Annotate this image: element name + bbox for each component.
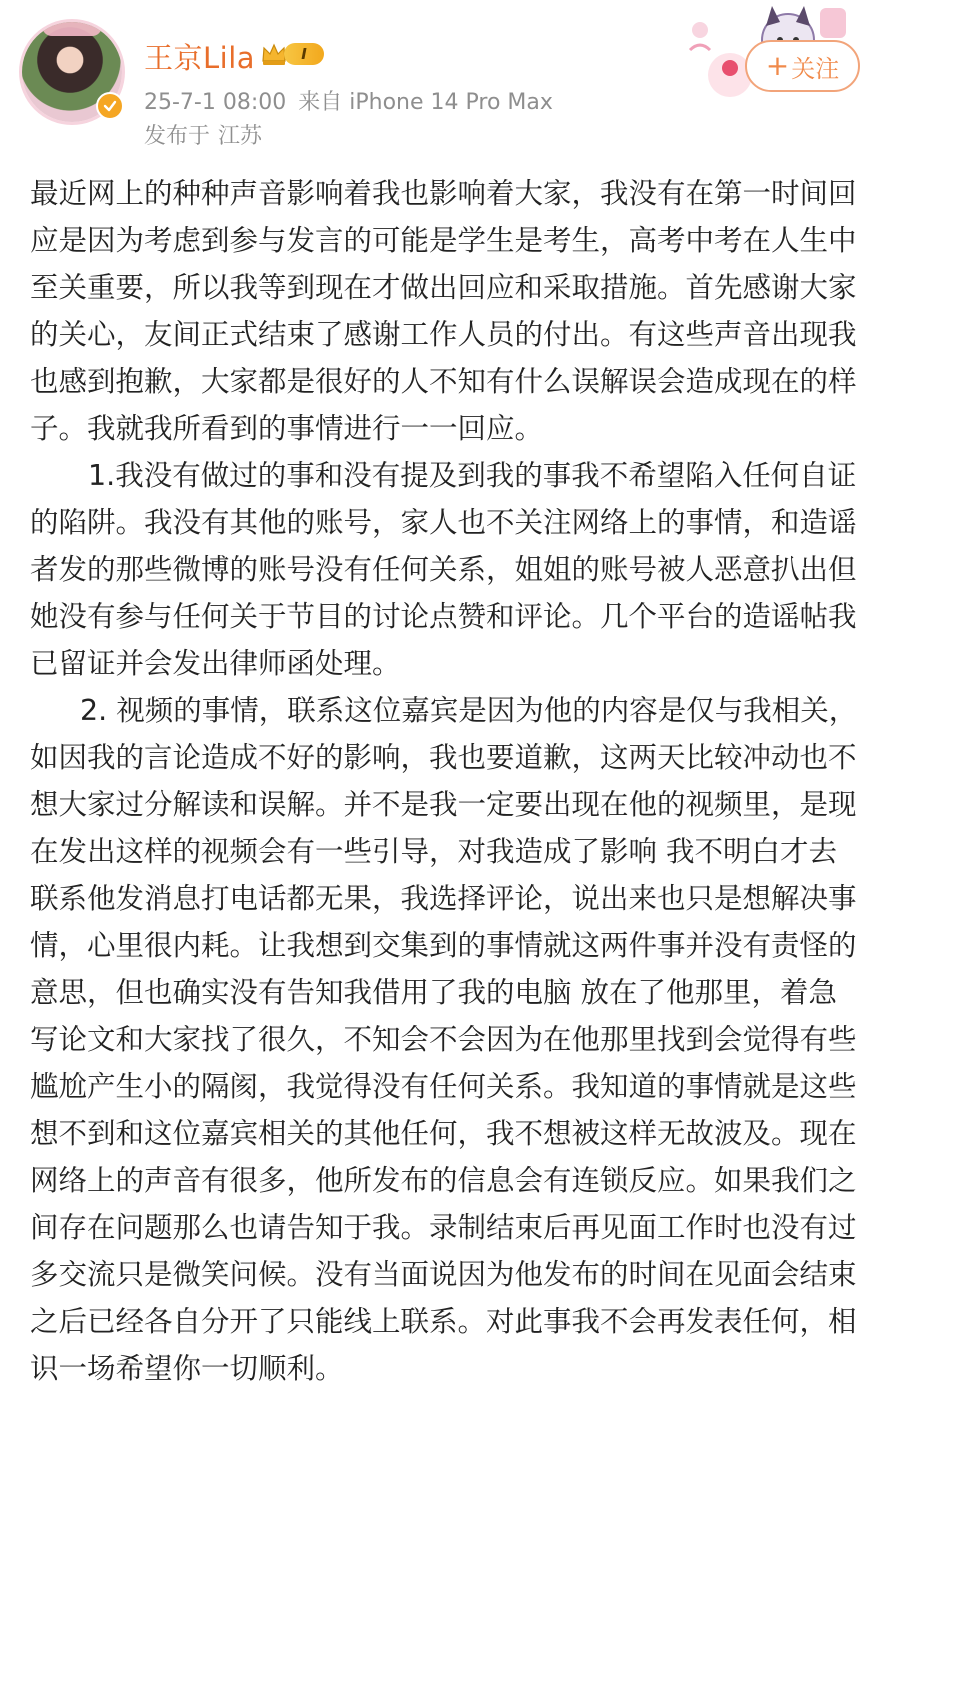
avatar-frame-decoration: [42, 22, 102, 36]
verified-badge-icon: [96, 92, 124, 120]
post-location: [144, 119, 262, 150]
checkmark-icon: [103, 99, 117, 113]
vip-badge[interactable]: [260, 40, 334, 68]
location-value: 江苏: [218, 124, 263, 149]
post-paragraph-3: 2. 视频的事情，联系这位嘉宾是因为他的内容是仅与我相关，如因我的言论造成不好的影响，我也要道歉，这两天比较冲动也不想大家过分解读和误解。并不是我一定要出现在他的视频里，是现在发出这样的视频会有一些引导，对我造成了影响 我不明白才去联系他发消息打电话都无果，我选择评论，说出来也只是想解决事情，心里很内耗。让我想到交集到的事情就这两件事并没有责怪的意思，但也确实没有告知我借用了我的电脑 放在了他那里，着急写论文和大家找了很久，不知会不会因为在他那里找到会觉得有些尴尬产生小的隔阂，我觉得没有任何关系。我知道的事情就是这些想不到和这位嘉宾相关的其他任何，我不想被这样无故波及。现在网络上的声音有很多，他所发布的信息会有连锁反应。如果我们之间存在问题那么也请告知于我。录制结束后再见面工作时也没有过多交流只是微笑问候。没有当面说因为他发布的时间在见面会结束之后已经各自分开了只能线上联系。对此事我不会再发表任何，相识一场希望你一切顺利。: [30, 694, 858, 1385]
location-prefix: 发布于: [144, 124, 211, 149]
vip-level-label: I: [284, 43, 324, 65]
post-source: 来自 iPhone 14 Pro Max: [298, 90, 553, 115]
user-name[interactable]: 王京Lila: [144, 41, 256, 75]
post-timestamp: 25-7-1 08:00: [144, 90, 287, 115]
post-content: [30, 170, 865, 1392]
post-header: [0, 0, 960, 175]
plus-icon: +: [765, 49, 790, 82]
post-paragraph-2: 1.我没有做过的事和没有提及到我的事我不希望陷入任何自证的陷阱。我没有其他的账号，家人也不关注网络上的事情，和造谣者发的那些微博的账号没有任何关系，姐姐的账号被人恶意扒出但她没有参与任何关于节目的讨论点赞和评论。几个平台的造谣帖我已留证并会发出律师函处理。: [30, 459, 857, 680]
post-meta: [144, 85, 553, 116]
follow-button[interactable]: [745, 40, 860, 92]
follow-label: 关注: [791, 54, 840, 83]
post-paragraph-1: 最近网上的种种声音影响着我也影响着大家，我没有在第一时间回应是因为考虑到参与发言的可能是学生是考生，高考中考在人生中至关重要，所以我等到现在才做出回应和采取措施。首先感谢大家的关心，友间正式结束了感谢工作人员的付出。有这些声音出现我也感到抱歉，大家都是很好的人不知有什么误解误会造成现在的样子。我就我所看到的事情进行一一回应。: [30, 177, 857, 445]
avatar-container[interactable]: [22, 22, 122, 122]
